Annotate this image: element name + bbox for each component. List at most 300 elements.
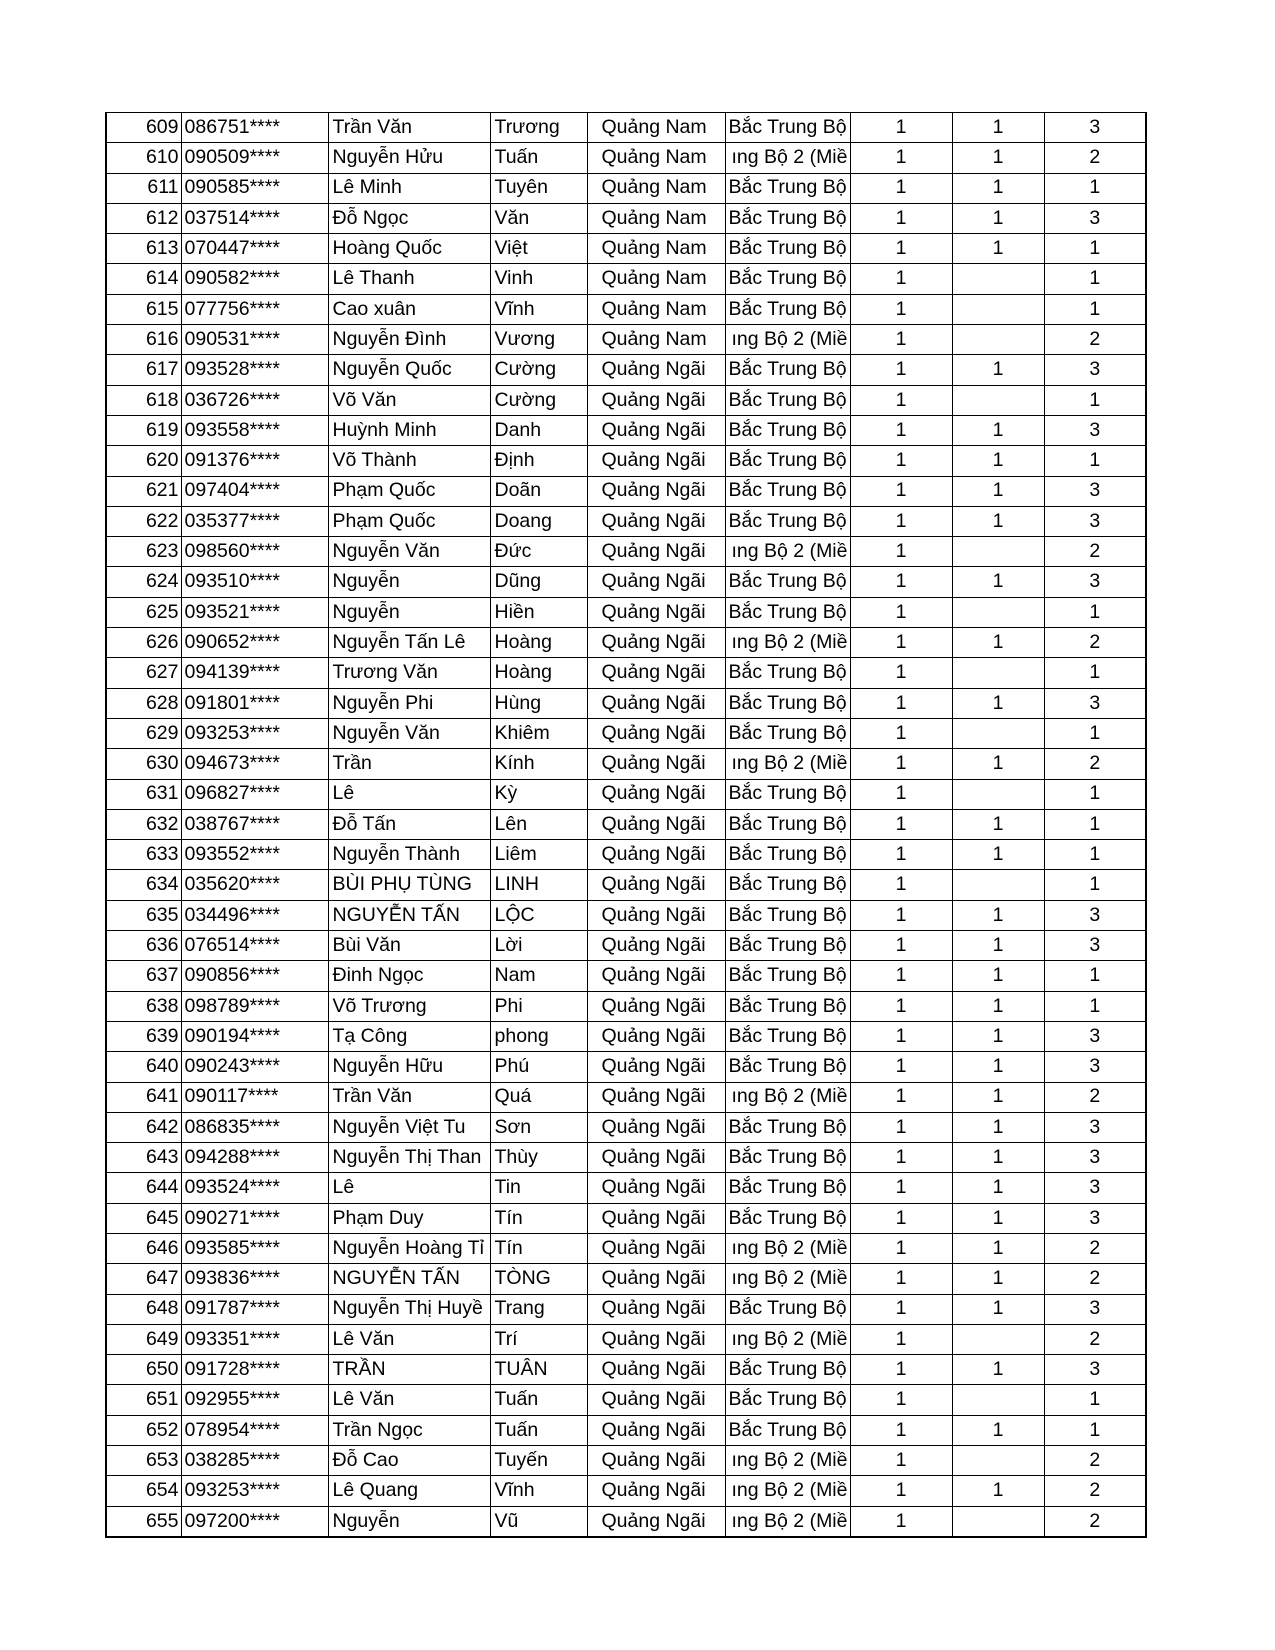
given-name-cell: Nam	[490, 961, 587, 991]
table-row	[106, 1021, 1146, 1051]
given-name-cell: Cường	[490, 355, 587, 385]
surname-cell: BÙI PHỤ TÙNG	[328, 870, 490, 900]
province-cell: Quảng Ngãi	[587, 1082, 725, 1112]
table-row	[106, 840, 1146, 870]
table-row	[106, 325, 1146, 355]
phone-cell: 090585****	[181, 173, 328, 203]
row-number: 653	[106, 1446, 181, 1476]
count-col-1-cell: 1	[850, 870, 952, 900]
region-cell: ıng Bộ 2 (Miề	[725, 1264, 850, 1294]
given-name-cell: Tuyên	[490, 173, 587, 203]
given-name-cell: Danh	[490, 415, 587, 445]
phone-cell: 077756****	[181, 294, 328, 324]
row-number: 628	[106, 688, 181, 718]
row-number: 619	[106, 415, 181, 445]
phone-cell: 097200****	[181, 1506, 328, 1537]
count-col-2-cell	[952, 1446, 1044, 1476]
region-cell: ıng Bộ 2 (Miề	[725, 1476, 850, 1506]
count-col-2-cell: 1	[952, 809, 1044, 839]
region-cell: Bắc Trung Bộ	[725, 840, 850, 870]
given-name-cell: Trí	[490, 1324, 587, 1354]
phone-cell: 034496****	[181, 900, 328, 930]
count-col-2-cell: 1	[952, 1264, 1044, 1294]
table-row	[106, 809, 1146, 839]
province-cell: Quảng Ngãi	[587, 385, 725, 415]
phone-cell: 090117****	[181, 1082, 328, 1112]
surname-cell: Lê	[328, 779, 490, 809]
given-name-cell: Thùy	[490, 1143, 587, 1173]
count-col-3-cell: 1	[1044, 173, 1146, 203]
row-number: 611	[106, 173, 181, 203]
surname-cell: Trần Ngọc	[328, 1415, 490, 1445]
province-cell: Quảng Ngãi	[587, 597, 725, 627]
province-cell: Quảng Ngãi	[587, 1355, 725, 1385]
count-col-3-cell: 3	[1044, 1294, 1146, 1324]
phone-cell: 093558****	[181, 415, 328, 445]
given-name-cell: Phi	[490, 991, 587, 1021]
phone-cell: 038285****	[181, 1446, 328, 1476]
table-row	[106, 688, 1146, 718]
table-row	[106, 234, 1146, 264]
region-cell: ıng Bộ 2 (Miề	[725, 325, 850, 355]
province-cell: Quảng Ngãi	[587, 537, 725, 567]
region-cell: ıng Bộ 2 (Miề	[725, 1506, 850, 1537]
phone-cell: 037514****	[181, 203, 328, 233]
table-row	[106, 294, 1146, 324]
phone-cell: 090271****	[181, 1203, 328, 1233]
count-col-2-cell: 1	[952, 1173, 1044, 1203]
phone-cell: 090509****	[181, 143, 328, 173]
province-cell: Quảng Nam	[587, 203, 725, 233]
row-number: 635	[106, 900, 181, 930]
count-col-2-cell	[952, 537, 1044, 567]
surname-cell: Phạm Duy	[328, 1203, 490, 1233]
count-col-2-cell	[952, 597, 1044, 627]
given-name-cell: Tín	[490, 1203, 587, 1233]
surname-cell: Lê Văn	[328, 1324, 490, 1354]
surname-cell: Phạm Quốc	[328, 506, 490, 536]
row-number: 618	[106, 385, 181, 415]
roster-table-body	[106, 113, 1146, 1537]
table-row	[106, 1203, 1146, 1233]
table-row	[106, 931, 1146, 961]
count-col-2-cell: 1	[952, 1294, 1044, 1324]
phone-cell: 076514****	[181, 931, 328, 961]
surname-cell: Võ Trương	[328, 991, 490, 1021]
region-cell: ıng Bộ 2 (Miề	[725, 749, 850, 779]
count-col-2-cell: 1	[952, 1021, 1044, 1051]
row-number: 622	[106, 506, 181, 536]
count-col-3-cell: 2	[1044, 325, 1146, 355]
surname-cell: Lê Minh	[328, 173, 490, 203]
count-col-3-cell: 1	[1044, 718, 1146, 748]
table-row	[106, 173, 1146, 203]
count-col-2-cell: 1	[952, 840, 1044, 870]
count-col-2-cell: 1	[952, 234, 1044, 264]
given-name-cell: Kỳ	[490, 779, 587, 809]
phone-cell: 090194****	[181, 1021, 328, 1051]
count-col-1-cell: 1	[850, 1052, 952, 1082]
count-col-2-cell	[952, 718, 1044, 748]
phone-cell: 038767****	[181, 809, 328, 839]
phone-cell: 035620****	[181, 870, 328, 900]
count-col-3-cell: 1	[1044, 385, 1146, 415]
count-col-3-cell: 1	[1044, 234, 1146, 264]
given-name-cell: Hiền	[490, 597, 587, 627]
row-number: 625	[106, 597, 181, 627]
count-col-1-cell: 1	[850, 415, 952, 445]
province-cell: Quảng Ngãi	[587, 688, 725, 718]
table-row	[106, 264, 1146, 294]
region-cell: Bắc Trung Bộ	[725, 385, 850, 415]
phone-cell: 093253****	[181, 718, 328, 748]
count-col-2-cell	[952, 779, 1044, 809]
count-col-1-cell: 1	[850, 1203, 952, 1233]
province-cell: Quảng Nam	[587, 173, 725, 203]
phone-cell: 094673****	[181, 749, 328, 779]
row-number: 636	[106, 931, 181, 961]
count-col-3-cell: 3	[1044, 1203, 1146, 1233]
count-col-2-cell: 1	[952, 476, 1044, 506]
count-col-2-cell: 1	[952, 628, 1044, 658]
table-row	[106, 113, 1146, 143]
surname-cell: TRẦN	[328, 1355, 490, 1385]
count-col-3-cell: 3	[1044, 1052, 1146, 1082]
row-number: 623	[106, 537, 181, 567]
region-cell: Bắc Trung Bộ	[725, 203, 850, 233]
province-cell: Quảng Ngãi	[587, 718, 725, 748]
surname-cell: Tạ Công	[328, 1021, 490, 1051]
surname-cell: Hoàng Quốc	[328, 234, 490, 264]
province-cell: Quảng Ngãi	[587, 931, 725, 961]
phone-cell: 093351****	[181, 1324, 328, 1354]
count-col-1-cell: 1	[850, 1264, 952, 1294]
surname-cell: Nguyễn Hửu	[328, 143, 490, 173]
surname-cell: Nguyễn Hoàng Tỉ	[328, 1233, 490, 1263]
phone-cell: 090652****	[181, 628, 328, 658]
province-cell: Quảng Ngãi	[587, 1173, 725, 1203]
table-row	[106, 1112, 1146, 1142]
count-col-3-cell: 2	[1044, 1476, 1146, 1506]
surname-cell: Trương Văn	[328, 658, 490, 688]
count-col-2-cell: 1	[952, 1476, 1044, 1506]
count-col-3-cell: 3	[1044, 1355, 1146, 1385]
count-col-1-cell: 1	[850, 597, 952, 627]
region-cell: ıng Bộ 2 (Miề	[725, 1082, 850, 1112]
row-number: 651	[106, 1385, 181, 1415]
count-col-2-cell: 1	[952, 1203, 1044, 1233]
table-row	[106, 446, 1146, 476]
province-cell: Quảng Nam	[587, 264, 725, 294]
given-name-cell: Hoàng	[490, 658, 587, 688]
row-number: 630	[106, 749, 181, 779]
province-cell: Quảng Ngãi	[587, 1446, 725, 1476]
region-cell: Bắc Trung Bộ	[725, 1021, 850, 1051]
surname-cell: NGUYỄN TẤN	[328, 900, 490, 930]
given-name-cell: Tuấn	[490, 143, 587, 173]
count-col-2-cell: 1	[952, 506, 1044, 536]
count-col-2-cell: 1	[952, 446, 1044, 476]
surname-cell: Lê Văn	[328, 1385, 490, 1415]
table-row	[106, 1233, 1146, 1263]
region-cell: Bắc Trung Bộ	[725, 1173, 850, 1203]
phone-cell: 096827****	[181, 779, 328, 809]
count-col-2-cell: 1	[952, 1143, 1044, 1173]
given-name-cell: Tín	[490, 1233, 587, 1263]
count-col-3-cell: 3	[1044, 355, 1146, 385]
phone-cell: 091728****	[181, 1355, 328, 1385]
region-cell: Bắc Trung Bộ	[725, 991, 850, 1021]
phone-cell: 093253****	[181, 1476, 328, 1506]
phone-cell: 094288****	[181, 1143, 328, 1173]
region-cell: Bắc Trung Bộ	[725, 355, 850, 385]
count-col-3-cell: 2	[1044, 1264, 1146, 1294]
row-number: 647	[106, 1264, 181, 1294]
region-cell: Bắc Trung Bộ	[725, 1294, 850, 1324]
row-number: 638	[106, 991, 181, 1021]
province-cell: Quảng Ngãi	[587, 415, 725, 445]
surname-cell: Nguyễn Văn	[328, 718, 490, 748]
row-number: 615	[106, 294, 181, 324]
table-row	[106, 1506, 1146, 1537]
row-number: 624	[106, 567, 181, 597]
surname-cell: Lê	[328, 1173, 490, 1203]
given-name-cell: Quá	[490, 1082, 587, 1112]
region-cell: Bắc Trung Bộ	[725, 961, 850, 991]
surname-cell: Nguyễn Quốc	[328, 355, 490, 385]
count-col-1-cell: 1	[850, 113, 952, 143]
phone-cell: 091376****	[181, 446, 328, 476]
table-row	[106, 143, 1146, 173]
table-row	[106, 900, 1146, 930]
count-col-1-cell: 1	[850, 294, 952, 324]
table-row	[106, 658, 1146, 688]
region-cell: Bắc Trung Bộ	[725, 688, 850, 718]
count-col-1-cell: 1	[850, 688, 952, 718]
count-col-3-cell: 2	[1044, 1324, 1146, 1354]
row-number: 645	[106, 1203, 181, 1233]
province-cell: Quảng Ngãi	[587, 1233, 725, 1263]
count-col-3-cell: 1	[1044, 597, 1146, 627]
count-col-1-cell: 1	[850, 325, 952, 355]
province-cell: Quảng Ngãi	[587, 1385, 725, 1415]
province-cell: Quảng Ngãi	[587, 870, 725, 900]
count-col-1-cell: 1	[850, 991, 952, 1021]
surname-cell: Nguyễn	[328, 597, 490, 627]
count-col-3-cell: 2	[1044, 143, 1146, 173]
count-col-2-cell: 1	[952, 355, 1044, 385]
phone-cell: 035377****	[181, 506, 328, 536]
count-col-1-cell: 1	[850, 476, 952, 506]
table-row	[106, 506, 1146, 536]
table-row	[106, 203, 1146, 233]
count-col-2-cell: 1	[952, 415, 1044, 445]
count-col-1-cell: 1	[850, 1355, 952, 1385]
row-number: 644	[106, 1173, 181, 1203]
table-row	[106, 1385, 1146, 1415]
region-cell: Bắc Trung Bộ	[725, 234, 850, 264]
phone-cell: 090531****	[181, 325, 328, 355]
row-number: 627	[106, 658, 181, 688]
region-cell: Bắc Trung Bộ	[725, 113, 850, 143]
given-name-cell: Phú	[490, 1052, 587, 1082]
count-col-1-cell: 1	[850, 1173, 952, 1203]
table-row	[106, 1476, 1146, 1506]
count-col-1-cell: 1	[850, 1385, 952, 1415]
given-name-cell: Tin	[490, 1173, 587, 1203]
region-cell: Bắc Trung Bộ	[725, 809, 850, 839]
given-name-cell: Vương	[490, 325, 587, 355]
count-col-3-cell: 2	[1044, 1506, 1146, 1537]
count-col-3-cell: 3	[1044, 900, 1146, 930]
count-col-1-cell: 1	[850, 1082, 952, 1112]
row-number: 648	[106, 1294, 181, 1324]
region-cell: ıng Bộ 2 (Miề	[725, 143, 850, 173]
phone-cell: 090243****	[181, 1052, 328, 1082]
table-row	[106, 779, 1146, 809]
count-col-1-cell: 1	[850, 931, 952, 961]
given-name-cell: LỘC	[490, 900, 587, 930]
province-cell: Quảng Ngãi	[587, 1294, 725, 1324]
count-col-2-cell: 1	[952, 900, 1044, 930]
surname-cell: Nguyễn Thị Than	[328, 1143, 490, 1173]
given-name-cell: Khiêm	[490, 718, 587, 748]
surname-cell: Võ Thành	[328, 446, 490, 476]
count-col-2-cell: 1	[952, 1112, 1044, 1142]
count-col-2-cell: 1	[952, 931, 1044, 961]
table-row	[106, 537, 1146, 567]
row-number: 639	[106, 1021, 181, 1051]
surname-cell: Nguyễn Thị Huyề	[328, 1294, 490, 1324]
count-col-1-cell: 1	[850, 203, 952, 233]
given-name-cell: Lên	[490, 809, 587, 839]
count-col-3-cell: 2	[1044, 1082, 1146, 1112]
table-row	[106, 1446, 1146, 1476]
row-number: 637	[106, 961, 181, 991]
count-col-2-cell: 1	[952, 143, 1044, 173]
phone-cell: 086835****	[181, 1112, 328, 1142]
region-cell: Bắc Trung Bộ	[725, 597, 850, 627]
province-cell: Quảng Ngãi	[587, 749, 725, 779]
given-name-cell: phong	[490, 1021, 587, 1051]
count-col-3-cell: 3	[1044, 688, 1146, 718]
count-col-3-cell: 2	[1044, 749, 1146, 779]
table-row	[106, 870, 1146, 900]
row-number: 617	[106, 355, 181, 385]
count-col-3-cell: 3	[1044, 203, 1146, 233]
province-cell: Quảng Ngãi	[587, 476, 725, 506]
table-row	[106, 1264, 1146, 1294]
count-col-2-cell	[952, 1324, 1044, 1354]
surname-cell: Đỗ Tấn	[328, 809, 490, 839]
surname-cell: Trần Văn	[328, 113, 490, 143]
phone-cell: 086751****	[181, 113, 328, 143]
table-row	[106, 1294, 1146, 1324]
count-col-1-cell: 1	[850, 809, 952, 839]
given-name-cell: Vũ	[490, 1506, 587, 1537]
surname-cell: Trần	[328, 749, 490, 779]
province-cell: Quảng Ngãi	[587, 1203, 725, 1233]
row-number: 634	[106, 870, 181, 900]
region-cell: Bắc Trung Bộ	[725, 446, 850, 476]
surname-cell: NGUYỄN TẤN	[328, 1264, 490, 1294]
province-cell: Quảng Ngãi	[587, 961, 725, 991]
province-cell: Quảng Ngãi	[587, 506, 725, 536]
phone-cell: 098789****	[181, 991, 328, 1021]
given-name-cell: TUÂN	[490, 1355, 587, 1385]
count-col-1-cell: 1	[850, 173, 952, 203]
table-row	[106, 991, 1146, 1021]
count-col-1-cell: 1	[850, 718, 952, 748]
roster-table	[105, 112, 1147, 1538]
count-col-1-cell: 1	[850, 1446, 952, 1476]
province-cell: Quảng Nam	[587, 113, 725, 143]
count-col-3-cell: 2	[1044, 537, 1146, 567]
surname-cell: Lê Quang	[328, 1476, 490, 1506]
phone-cell: 093585****	[181, 1233, 328, 1263]
phone-cell: 091787****	[181, 1294, 328, 1324]
given-name-cell: Liêm	[490, 840, 587, 870]
count-col-3-cell: 3	[1044, 931, 1146, 961]
province-cell: Quảng Ngãi	[587, 1021, 725, 1051]
count-col-1-cell: 1	[850, 658, 952, 688]
province-cell: Quảng Ngãi	[587, 900, 725, 930]
count-col-2-cell	[952, 658, 1044, 688]
surname-cell: Võ Văn	[328, 385, 490, 415]
region-cell: Bắc Trung Bộ	[725, 1415, 850, 1445]
given-name-cell: Tuấn	[490, 1385, 587, 1415]
region-cell: Bắc Trung Bộ	[725, 476, 850, 506]
count-col-3-cell: 3	[1044, 1112, 1146, 1142]
surname-cell: Đỗ Ngọc	[328, 203, 490, 233]
given-name-cell: Trương	[490, 113, 587, 143]
table-row	[106, 1415, 1146, 1445]
count-col-1-cell: 1	[850, 961, 952, 991]
table-row	[106, 1355, 1146, 1385]
province-cell: Quảng Ngãi	[587, 779, 725, 809]
row-number: 631	[106, 779, 181, 809]
table-row	[106, 718, 1146, 748]
count-col-1-cell: 1	[850, 355, 952, 385]
surname-cell: Nguyễn Phi	[328, 688, 490, 718]
surname-cell: Nguyễn Thành	[328, 840, 490, 870]
count-col-3-cell: 3	[1044, 415, 1146, 445]
surname-cell: Nguyễn Hữu	[328, 1052, 490, 1082]
given-name-cell: Vĩnh	[490, 1476, 587, 1506]
count-col-2-cell	[952, 325, 1044, 355]
count-col-1-cell: 1	[850, 446, 952, 476]
phone-cell: 078954****	[181, 1415, 328, 1445]
table-row	[106, 961, 1146, 991]
row-number: 643	[106, 1143, 181, 1173]
count-col-3-cell: 1	[1044, 1385, 1146, 1415]
count-col-3-cell: 3	[1044, 113, 1146, 143]
count-col-3-cell: 1	[1044, 961, 1146, 991]
table-row	[106, 1173, 1146, 1203]
province-cell: Quảng Ngãi	[587, 446, 725, 476]
table-row	[106, 385, 1146, 415]
surname-cell: Nguyễn Văn	[328, 537, 490, 567]
region-cell: Bắc Trung Bộ	[725, 1203, 850, 1233]
region-cell: Bắc Trung Bộ	[725, 870, 850, 900]
given-name-cell: LINH	[490, 870, 587, 900]
count-col-3-cell: 2	[1044, 1233, 1146, 1263]
row-number: 612	[106, 203, 181, 233]
surname-cell: Trần Văn	[328, 1082, 490, 1112]
count-col-3-cell: 1	[1044, 658, 1146, 688]
count-col-3-cell: 3	[1044, 1173, 1146, 1203]
province-cell: Quảng Ngãi	[587, 1112, 725, 1142]
